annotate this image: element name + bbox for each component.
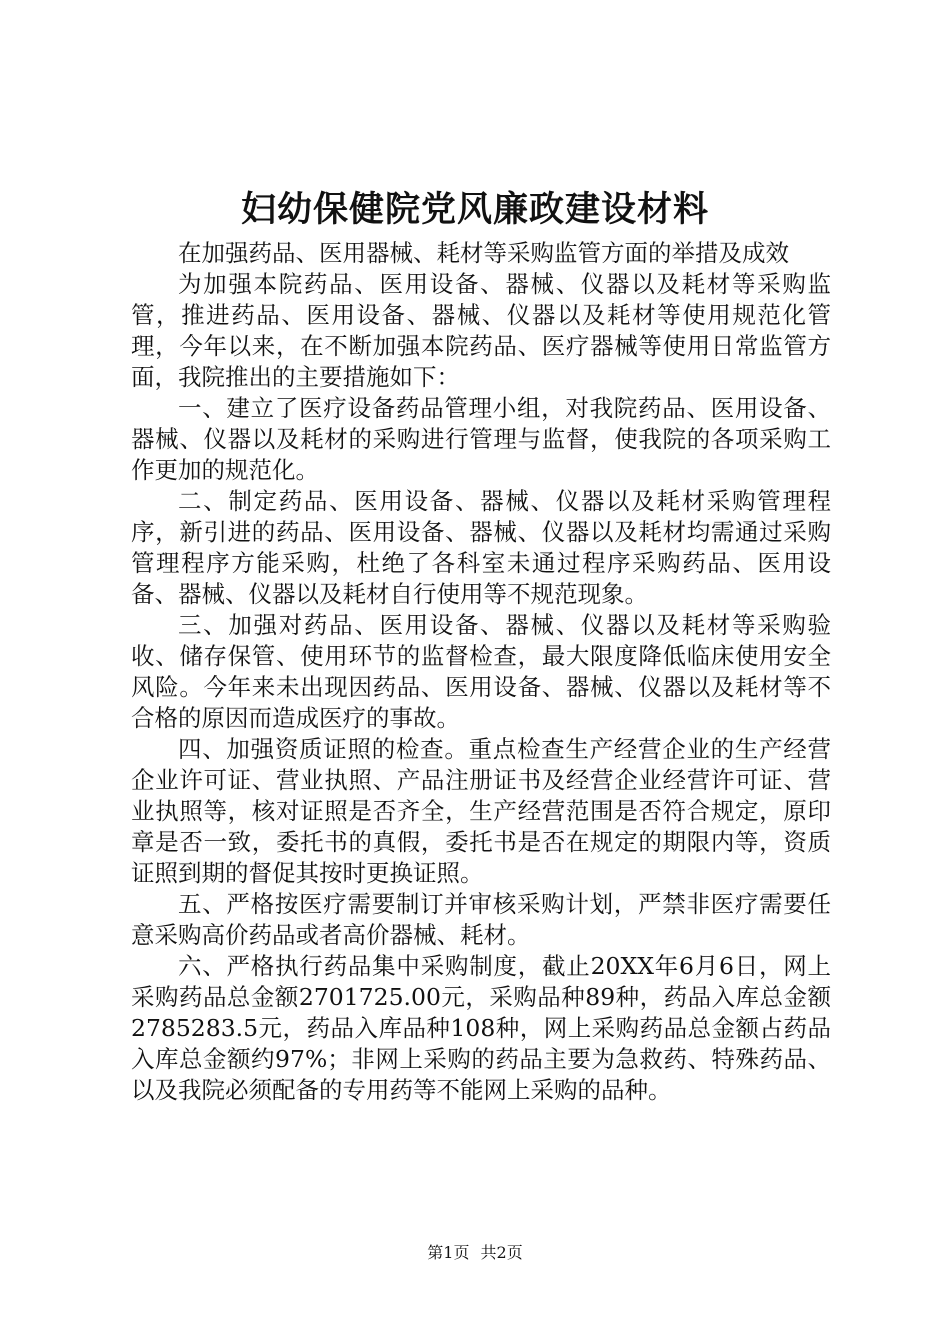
document-body: [131, 238, 831, 1106]
section-heading: 在加强药品、医用器械、耗材等采购监管方面的举措及成效: [178, 239, 789, 267]
measure-paragraph-2: 二、制定药品、医用设备、器械、仪器以及耗材采购管理程序，新引进的药品、医用设备、器械、仪器以及耗材均需通过采购管理程序方能采购，杜绝了各科室未通过程序采购药品、医用设备、器械、仪器以及耗材自行使用等不规范现象。: [131, 487, 831, 608]
intro-paragraph: 为加强本院药品、医用设备、器械、仪器以及耗材等采购监管，推进药品、医用设备、器械、仪器以及耗材等使用规范化管理，今年以来，在不断加强本院药品、医疗器械等使用日常监管方面，我院推出的主要措施如下：: [131, 270, 831, 391]
measure-paragraph-4: 四、加强资质证照的检查。重点检查生产经营企业的生产经营企业许可证、营业执照、产品注册证书及经营企业经营许可证、营业执照等，核对证照是否齐全，生产经营范围是否符合规定，原印章是否一致，委托书的真假，委托书是否在规定的期限内等，资质证照到期的督促其按时更换证照。: [131, 735, 831, 887]
measure-paragraph-6: 六、严格执行药品集中采购制度，截止20XX年6月6日，网上采购药品总金额2701725.00元，采购品种89种，药品入库总金额2785283.5元，药品入库品种108种，网上采购药品总金额占药品入库总金额约97%；非网上采购的药品主要为急救药、特殊药品、以及我院必须配备的专用药等不能网上采购的品种。: [131, 952, 831, 1104]
document-title: 妇幼保健院党风廉政建设材料: [240, 189, 709, 230]
measure-paragraph-3: 三、加强对药品、医用设备、器械、仪器以及耗材等采购验收、储存保管、使用环节的监督检查，最大限度降低临床使用安全风险。今年来未出现因药品、医用设备、器械、仪器以及耗材等不合格的原因而造成医疗的事故。: [131, 611, 831, 732]
measure-paragraph-5: 五、严格按医疗需要制订并审核采购计划，严禁非医疗需要任意采购高价药品或者高价器械、耗材。: [131, 890, 831, 949]
page-number-total: 共2页: [480, 1243, 523, 1262]
measure-paragraph-1: 一、建立了医疗设备药品管理小组，对我院药品、医用设备、器械、仪器以及耗材的采购进行管理与监督，使我院的各项采购工作更加的规范化。: [131, 394, 831, 484]
page-footer: [0, 1242, 950, 1264]
page-number-current: 第1页: [427, 1243, 470, 1262]
